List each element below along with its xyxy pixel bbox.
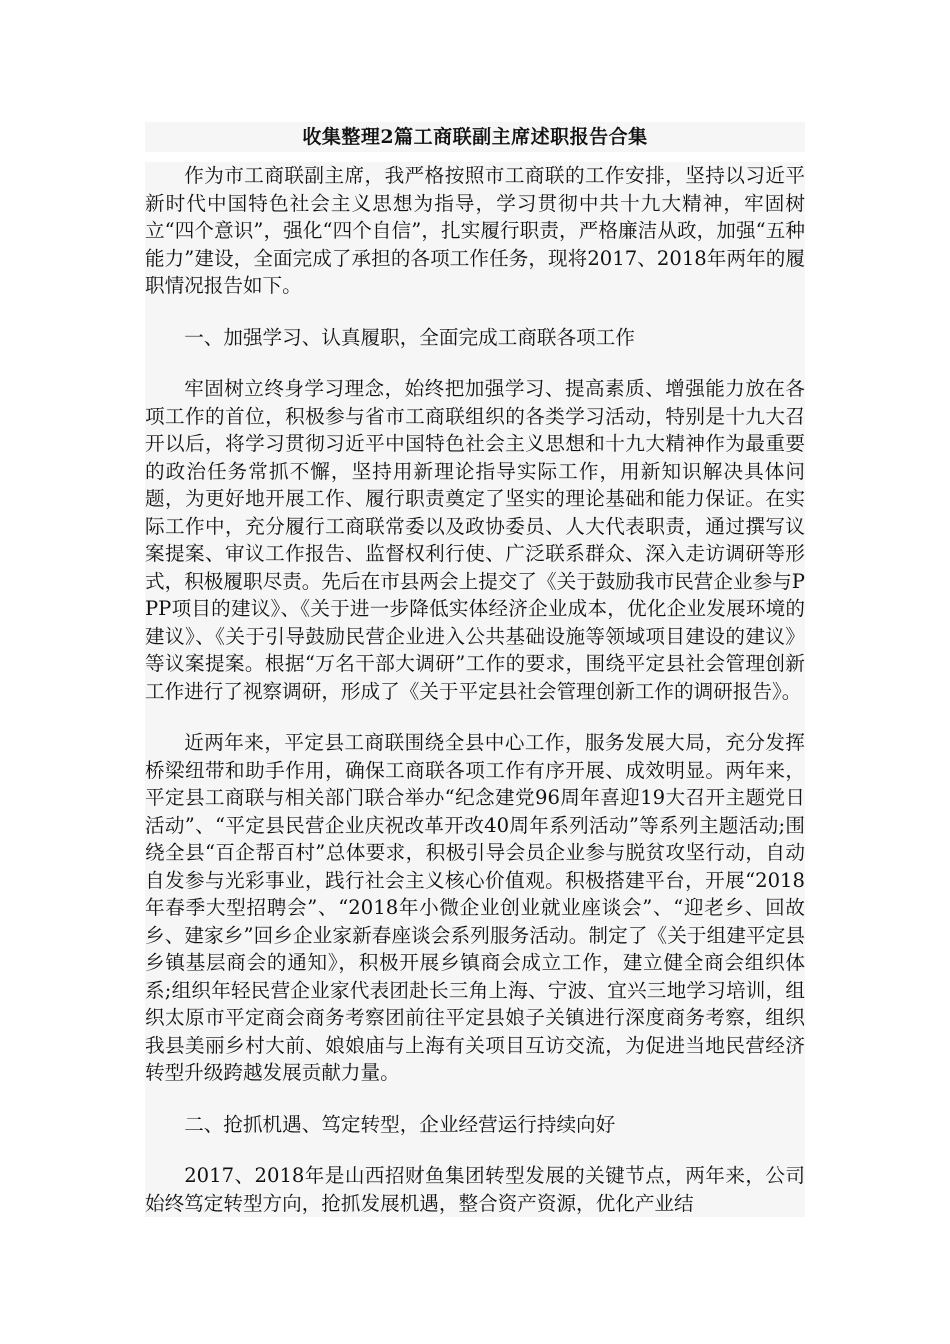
document-title: 收集整理2篇工商联副主席述职报告合集: [145, 122, 805, 152]
document-body: [145, 162, 805, 1217]
paragraph-intro: 作为市工商联副主席，我严格按照市工商联的工作安排，坚持以习近平新时代中国特色社会主义思想为指导，学习贯彻中共十九大精神，牢固树立“四个意识”，强化“四个自信”，扎实履行职责，严格廉洁从政，加强“五种能力”建设，全面完成了承担的各项工作任务，现将2017、2018年两年的履职情况报告如下。: [145, 164, 805, 297]
section-heading-1: 一、加强学习、认真履职，全面完成工商联各项工作: [184, 325, 635, 349]
paragraph-work: 近两年来，平定县工商联围绕全县中心工作，服务发展大局，充分发挥桥梁纽带和助手作用，确保工商联各项工作有序开展、成效明显。两年来，平定县工商联与相关部门联合举办“纪念建党96周年喜迎19大召开主题党日活动”、“平定县民营企业庆祝改革开改40周年系列活动”等系列主题活动;围绕全县“百企帮百村”总体要求，积极引导会员企业参与脱贫攻坚行动，自动自发参与光彩事业，践行社会主义核心价值观。积极搭建平台，开展“2018年春季大型招聘会”、“2018年小微企业创业就业座谈会”、“迎老乡、回故乡、建家乡”回乡企业家新春座谈会系列服务活动。制定了《关于组建平定县乡镇基层商会的通知》，积极开展乡镇商会成立工作，建立健全商会组织体系;组织年轻民营企业家代表团赴长三角上海、宁波、宜兴三地学习培训，组织太原市平定商会商务考察团前往平定县娘子关镇进行深度商务考察，组织我县美丽乡村大前、娘娘庙与上海有关项目互访交流，为促进当地民营经济转型升级跨越发展贡献力量。: [145, 731, 805, 1084]
section-heading-2: 二、抢抓机遇、笃定转型，企业经营运行持续向好: [184, 1112, 616, 1136]
paragraph-transformation: 2017、2018年是山西招财鱼集团转型发展的关键节点，两年来，公司始终笃定转型方向，抢抓发展机遇，整合资产资源，优化产业结: [145, 1164, 805, 1215]
paragraph-study: 牢固树立终身学习理念，始终把加强学习、提高素质、增强能力放在各项工作的首位，积极参与省市工商联组织的各类学习活动，特别是十九大召开以后，将学习贯彻习近平中国特色社会主义思想和十九大精神作为最重要的政治任务常抓不懈，坚持用新理论指导实际工作，用新知识解决具体问题，为更好地开展工作、履行职责奠定了坚实的理论基础和能力保证。在实际工作中，充分履行工商联常委以及政协委员、人大代表职责，通过撰写议案提案、审议工作报告、监督权利行使、广泛联系群众、深入走访调研等形式，积极履职尽责。先后在市县两会上提交了《关于鼓励我市民营企业参与PPP项目的建议》、《关于进一步降低实体经济企业成本，优化企业发展环境的建议》、《关于引导鼓励民营企业进入公共基础设施等领域项目建设的建议》等议案提案。根据“万名干部大调研”工作的要求，围绕平定县社会管理创新工作进行了视察调研，形成了《关于平定县社会管理创新工作的调研报告》。: [145, 377, 805, 703]
